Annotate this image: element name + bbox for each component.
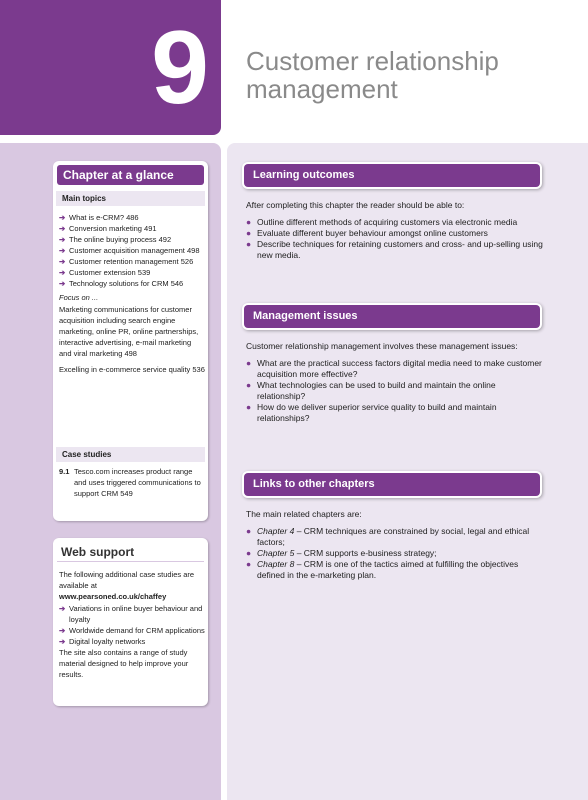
- topic-text: Technology solutions for CRM 546: [69, 279, 184, 288]
- links-intro: The main related chapters are:: [246, 509, 362, 519]
- bullet-icon: ●: [246, 228, 252, 238]
- bullet-icon: ●: [246, 402, 252, 412]
- topic-text: Customer extension 539: [69, 268, 151, 277]
- management-issues-list: [246, 358, 546, 424]
- case-study-number: 9.1: [59, 467, 70, 476]
- topic-text: What is e-CRM? 486: [69, 213, 139, 222]
- topic-text: The online buying process 492: [69, 235, 172, 244]
- bullet-icon: ●: [246, 217, 252, 227]
- chapter-at-a-glance-panel: [53, 161, 208, 521]
- topic-item: [59, 267, 205, 278]
- bullet-icon: ●: [246, 559, 252, 569]
- management-issues-content: [246, 341, 546, 424]
- case-study-text: Tesco.com increases product range and uses triggered communications to support CRM 549: [74, 467, 201, 498]
- topic-text: Customer acquisition management 498: [69, 246, 200, 255]
- link-item: [246, 526, 546, 548]
- links-list: [246, 526, 546, 581]
- focus-on-label: Focus on ...: [59, 293, 99, 302]
- arrow-icon: ➔: [59, 268, 66, 277]
- main-topics-list: [59, 212, 205, 289]
- topic-text: Conversion marketing 491: [69, 224, 157, 233]
- management-issue-item: [246, 380, 546, 402]
- management-issues-intro: Customer relationship management involves these management issues:: [246, 341, 518, 351]
- chapter-at-a-glance-heading: Chapter at a glance: [57, 165, 204, 185]
- links-content: [246, 509, 546, 581]
- bullet-icon: ●: [246, 380, 252, 390]
- chapter-reference[interactable]: Chapter 5: [257, 548, 295, 558]
- web-support-list: [59, 603, 205, 647]
- management-issue-item: [246, 402, 546, 424]
- link-item-text: – CRM is one of the tactics aimed at fulfilling the objectives defined in the e-marketing plan.: [257, 559, 519, 580]
- chapter-reference[interactable]: Chapter 4: [257, 526, 295, 536]
- bullet-icon: ●: [246, 526, 252, 536]
- web-support-heading: Web support: [57, 542, 204, 562]
- learning-outcome-item: [246, 228, 546, 239]
- web-support-item-text: Digital loyalty networks: [69, 637, 146, 646]
- learning-outcomes-intro: After completing this chapter the reader should be able to:: [246, 200, 465, 210]
- learning-outcome-item: [246, 217, 546, 228]
- topic-item: [59, 234, 205, 245]
- arrow-icon: ➔: [59, 626, 66, 635]
- case-study-item: [59, 466, 205, 499]
- learning-outcomes-content: [246, 200, 546, 261]
- web-support-intro: The following additional case studies are available at: [59, 570, 195, 590]
- learning-outcomes-heading: Learning outcomes: [244, 164, 540, 187]
- arrow-icon: ➔: [59, 235, 66, 244]
- topic-item: [59, 212, 205, 223]
- topic-item: [59, 256, 205, 267]
- link-item: [246, 548, 546, 559]
- arrow-icon: ➔: [59, 279, 66, 288]
- arrow-icon: ➔: [59, 604, 66, 613]
- topic-item: [59, 278, 205, 289]
- bullet-icon: ●: [246, 239, 252, 249]
- arrow-icon: ➔: [59, 213, 66, 222]
- web-support-item: [59, 603, 205, 625]
- bullet-icon: ●: [246, 358, 252, 368]
- management-issue-text: What are the practical success factors digital media need to make customer acquisition more effective?: [257, 358, 542, 379]
- topic-item: [59, 223, 205, 234]
- case-studies-content: [59, 466, 205, 499]
- management-issue-item: [246, 358, 546, 380]
- management-issue-text: How do we deliver superior service quality to build and maintain relationships?: [257, 402, 497, 423]
- web-support-item-text: Worldwide demand for CRM applications: [69, 626, 205, 635]
- learning-outcome-text: Describe techniques for retaining customers and cross- and up-selling using new media.: [257, 239, 543, 260]
- chapter-reference[interactable]: Chapter 8: [257, 559, 295, 569]
- management-issue-text: What technologies can be used to build and maintain the online relationship?: [257, 380, 496, 401]
- links-to-other-chapters-heading: Links to other chapters: [244, 473, 540, 496]
- arrow-icon: ➔: [59, 257, 66, 266]
- web-support-item-text: Variations in online buyer behaviour and loyalty: [69, 604, 203, 624]
- web-support-content: [59, 569, 205, 680]
- bullet-icon: ●: [246, 548, 252, 558]
- management-issues-heading: Management issues: [244, 305, 540, 328]
- web-support-outro: The site also contains a range of study material designed to help improve your results.: [59, 648, 189, 679]
- learning-outcomes-list: [246, 217, 546, 261]
- focus-item: Excelling in e-commerce service quality 536: [59, 365, 205, 374]
- link-item-text: – CRM supports e-business strategy;: [294, 548, 437, 558]
- learning-outcome-text: Outline different methods of acquiring customers via electronic media: [257, 217, 518, 227]
- link-item: [246, 559, 546, 581]
- topic-item: [59, 245, 205, 256]
- main-topics-heading: Main topics: [56, 191, 205, 206]
- chapter-number: 9: [151, 10, 209, 126]
- topic-text: Customer retention management 526: [69, 257, 194, 266]
- learning-outcome-text: Evaluate different buyer behaviour amongst online customers: [257, 228, 488, 238]
- main-topics-content: [59, 212, 205, 380]
- case-studies-heading: Case studies: [56, 447, 205, 462]
- arrow-icon: ➔: [59, 637, 66, 646]
- web-support-item: [59, 625, 205, 636]
- web-support-panel: [53, 538, 208, 706]
- arrow-icon: ➔: [59, 224, 66, 233]
- learning-outcome-item: [246, 239, 546, 261]
- arrow-icon: ➔: [59, 246, 66, 255]
- chapter-title: Customer relationship management: [246, 46, 499, 104]
- web-support-item: [59, 636, 205, 647]
- link-item-text: – CRM techniques are constrained by social, legal and ethical factors;: [257, 526, 530, 547]
- focus-item: Marketing communications for customer acquisition including search engine marketing, online PR, online partnerships, interactive advertising, e-mail marketing and viral marketing 498: [59, 305, 199, 358]
- web-support-url[interactable]: www.pearsoned.co.uk/chaffey: [59, 592, 167, 601]
